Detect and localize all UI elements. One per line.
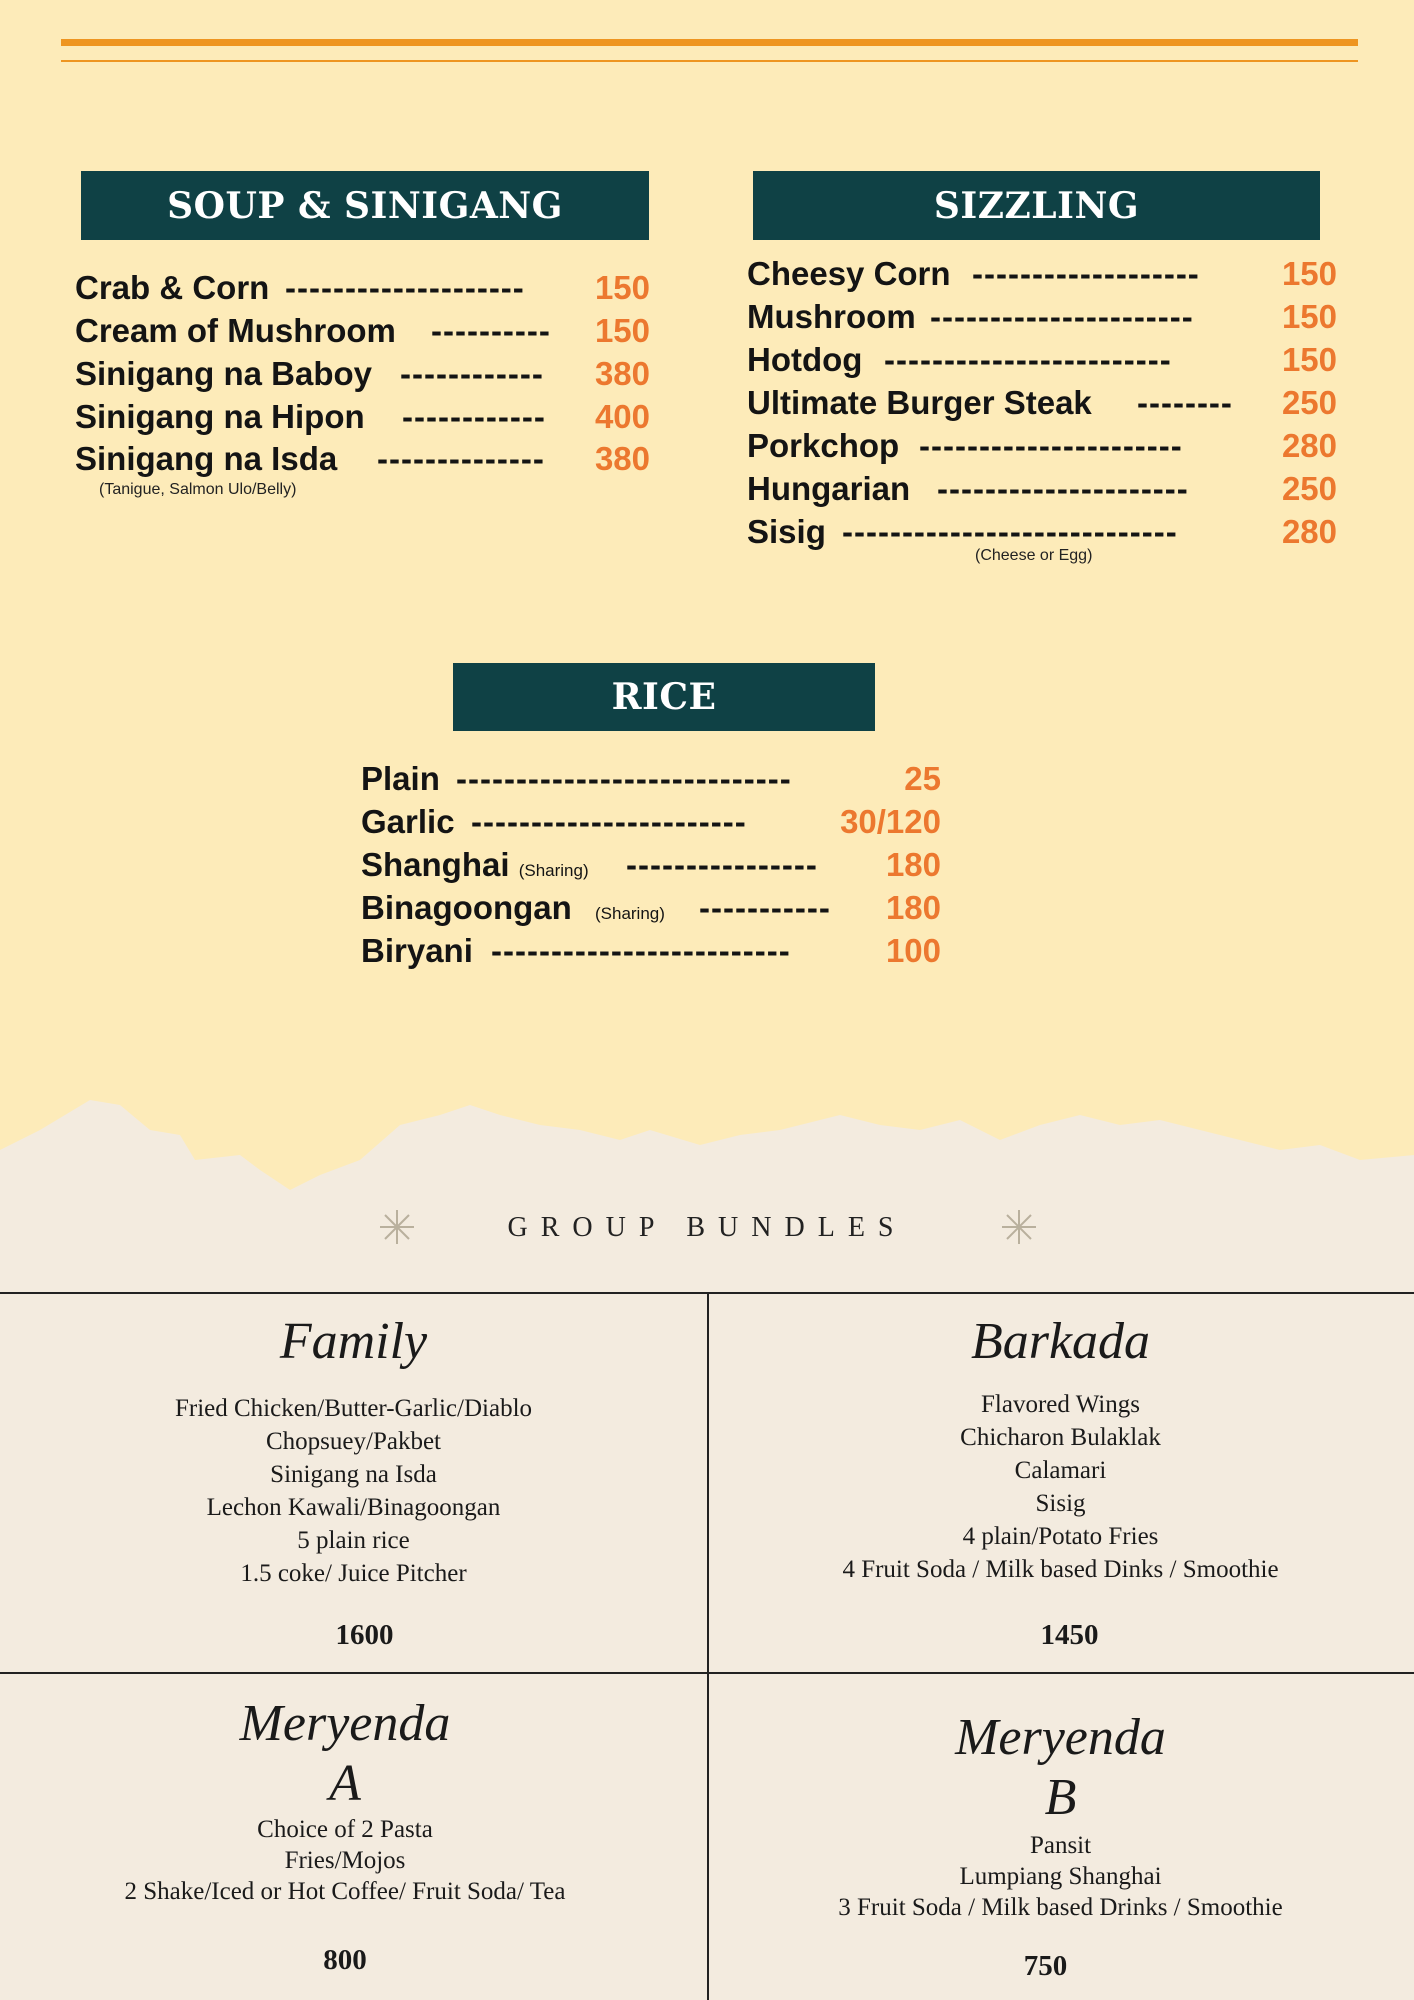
menu-item: [361, 887, 941, 929]
item-price: 100: [885, 932, 941, 969]
item-price: 280: [1281, 427, 1337, 464]
menu-item: [747, 253, 1337, 295]
bundle-price: 750: [1023, 1950, 1068, 1982]
item-name: Porkchop: [747, 427, 900, 464]
bundle-name: Meryenda: [239, 1695, 451, 1752]
item-name: Hotdog: [747, 341, 863, 378]
menu-item: [75, 267, 650, 309]
item-price: 25: [904, 760, 941, 797]
bundle-family: [0, 1312, 707, 1672]
bundle-name: Barkada: [970, 1313, 1151, 1370]
bundle-item: Sinigang na Isda: [270, 1461, 437, 1488]
bundle-items: [0, 1392, 707, 1590]
menu-item: [747, 425, 1337, 467]
sizzling-note: (Cheese or Egg): [975, 547, 1093, 564]
bundle-item: Calamari: [1014, 1457, 1107, 1484]
item-name: Sinigang na Hipon: [75, 398, 365, 435]
bundle-meryenda-b: [707, 1708, 1414, 2000]
menu-item: [75, 438, 650, 480]
item-leader: ------------: [400, 355, 544, 392]
item-leader: -----------------------: [471, 803, 747, 840]
bundle-name-letter: A: [329, 1755, 361, 1812]
item-price: 180: [885, 846, 941, 883]
item-name: Cream of Mushroom: [75, 312, 396, 349]
item-price: 180: [885, 889, 941, 926]
menu-item: [747, 296, 1337, 338]
soup-header: SOUP & SINIGANG: [81, 171, 649, 240]
bundle-item: 4 Fruit Soda / Milk based Dinks / Smoothie: [842, 1556, 1279, 1583]
item-price: 150: [1281, 255, 1337, 292]
bundle-item: 2 Shake/Iced or Hot Coffee/ Fruit Soda/ Tea: [124, 1878, 566, 1905]
menu-item: [75, 396, 650, 438]
bundle-item: Sisig: [1035, 1490, 1086, 1517]
item-name: Sisig: [747, 513, 826, 550]
item-name: [361, 844, 589, 886]
item-leader: --------------------: [285, 269, 525, 306]
menu-item: [361, 801, 941, 843]
bundle-item: Fries/Mojos: [284, 1847, 406, 1874]
bundle-price: 1450: [1040, 1619, 1099, 1651]
item-tag: (Sharing): [594, 904, 665, 923]
item-leader: ----------------: [626, 846, 818, 883]
menu-item: [75, 310, 650, 352]
item-price: 400: [594, 398, 650, 435]
bundle-name: Family: [279, 1313, 428, 1370]
item-leader: --------------: [377, 440, 545, 477]
item-name: Mushroom: [747, 298, 916, 335]
bundle-name-letter: B: [1044, 1769, 1077, 1826]
item-leader: ------------------------: [884, 341, 1172, 378]
bundle-item: Flavored Wings: [981, 1391, 1140, 1418]
bundle-item: 5 plain rice: [297, 1527, 410, 1554]
item-leader: ----------------------------: [842, 513, 1178, 550]
top-rule-thick: [61, 39, 1358, 46]
bundle-items: [707, 1388, 1414, 1586]
item-leader: ----------: [431, 312, 551, 349]
item-name: Cheesy Corn: [747, 255, 951, 292]
item-leader: -------------------: [972, 255, 1200, 292]
item-price: 380: [594, 355, 650, 392]
menu-item: [747, 382, 1337, 424]
item-name: Plain: [361, 760, 440, 797]
item-price: 150: [594, 269, 650, 306]
item-price: 150: [1281, 298, 1337, 335]
bundle-barkada: [707, 1312, 1414, 1672]
top-rule-thin: [61, 60, 1358, 62]
item-leader: ----------------------------: [456, 760, 792, 797]
bundle-item: Lumpiang Shanghai: [959, 1863, 1162, 1890]
bundle-items: [707, 1830, 1414, 1923]
item-tag: (Sharing): [518, 861, 589, 880]
menu-item: [75, 353, 650, 395]
sizzling-header: SIZZLING: [753, 171, 1320, 240]
item-title: Binagoongan: [361, 889, 572, 926]
item-price: 250: [1281, 384, 1337, 421]
item-price: 280: [1281, 513, 1337, 550]
bundle-item: 4 plain/Potato Fries: [962, 1523, 1159, 1550]
item-price: 150: [1281, 341, 1337, 378]
bundle-item: 3 Fruit Soda / Milk based Drinks / Smoothie: [838, 1894, 1283, 1921]
menu-item: [361, 758, 941, 800]
item-price: 380: [594, 440, 650, 477]
bundle-item: 1.5 coke/ Juice Pitcher: [240, 1560, 467, 1587]
menu-item: [747, 468, 1337, 510]
item-name: Sinigang na Isda: [75, 440, 338, 477]
snowflake-icon: [999, 1207, 1039, 1247]
soup-note: (Tanigue, Salmon Ulo/Belly): [99, 481, 297, 498]
bundle-meryenda-a: [0, 1694, 690, 2000]
menu-item: [361, 930, 941, 972]
item-title: Shanghai: [361, 846, 510, 883]
bundle-item: Chicharon Bulaklak: [960, 1424, 1161, 1451]
bundle-price: 1600: [335, 1619, 394, 1651]
bundle-item: Pansit: [1029, 1832, 1092, 1859]
bundle-item: Fried Chicken/Butter-Garlic/Diablo: [174, 1395, 533, 1422]
item-leader: --------: [1137, 384, 1233, 421]
item-price: 30/120: [840, 803, 941, 840]
item-name: Biryani: [361, 932, 473, 969]
bundle-item: Chopsuey/Pakbet: [266, 1428, 441, 1455]
item-leader: -------------------------: [491, 932, 791, 969]
item-name: Hungarian: [747, 470, 911, 507]
bundle-item: Lechon Kawali/Binagoongan: [206, 1494, 501, 1521]
bundle-price: 800: [323, 1944, 367, 1976]
bundle-name: Meryenda: [955, 1709, 1166, 1766]
item-name: Crab & Corn: [75, 269, 270, 306]
item-name: Ultimate Burger Steak: [747, 384, 1092, 421]
item-name: Garlic: [361, 803, 455, 840]
item-leader: -----------: [699, 889, 831, 926]
bundle-item: Choice of 2 Pasta: [257, 1816, 433, 1843]
item-name: [361, 887, 665, 929]
item-price: 150: [594, 312, 650, 349]
item-leader: ----------------------: [930, 298, 1194, 335]
bundles-title: GROUP BUNDLES: [507, 1212, 907, 1243]
item-name: Sinigang na Baboy: [75, 355, 373, 392]
menu-item: [361, 844, 941, 886]
rice-header: RICE: [453, 663, 875, 731]
item-leader: ---------------------: [937, 470, 1189, 507]
bundle-items: [0, 1814, 690, 1907]
item-leader: ----------------------: [919, 427, 1183, 464]
item-price: 250: [1281, 470, 1337, 507]
menu-item: [747, 339, 1337, 381]
item-leader: ------------: [402, 398, 546, 435]
